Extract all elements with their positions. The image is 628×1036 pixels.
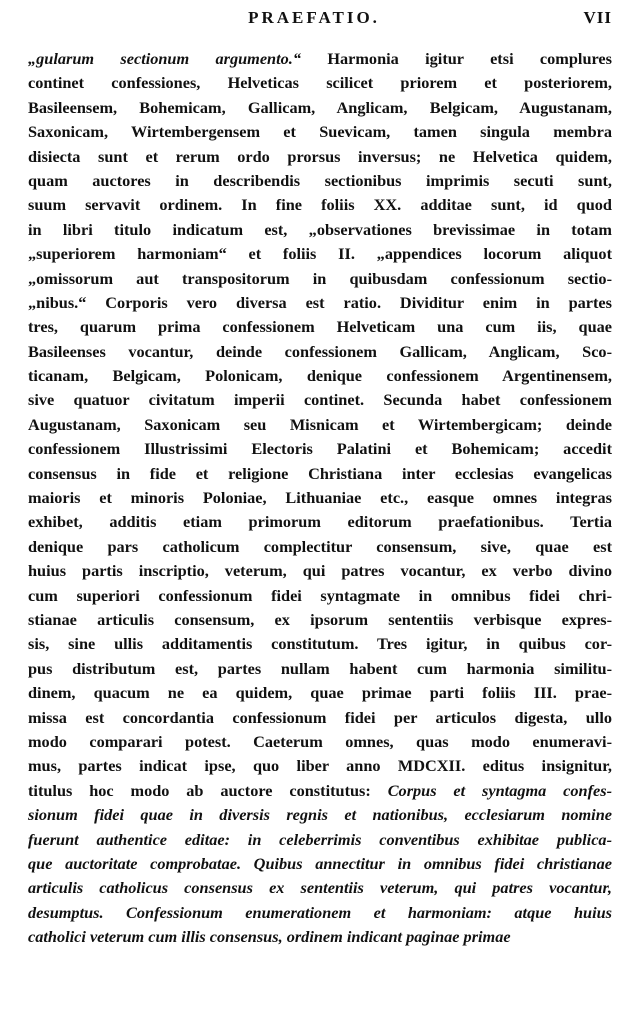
text-line [28, 510, 612, 534]
text-line [28, 242, 612, 266]
italic-text-segment: que auctoritate comprobatae. Quibus annectitur in omnibus fidei christianae [28, 853, 612, 873]
text-line [28, 486, 612, 510]
text-line [28, 584, 612, 608]
text-line [28, 267, 612, 291]
page-number: VII [583, 8, 612, 27]
text-segment: Basileensem, Bohemicam, Gallicam, Anglicam, Belgicam, Augustanam, [28, 97, 612, 117]
text-segment: Augustanam, Saxonicam seu Misnicam et Wirtembergicam; deinde [28, 414, 612, 434]
text-line [28, 169, 612, 193]
text-line [28, 145, 612, 169]
text-line [28, 71, 612, 95]
text-line [28, 803, 612, 827]
text-segment: stianae articulis consensum, ex ipsorum sententiis verbisque expres- [28, 609, 612, 629]
text-segment: confessionem Illustrissimi Electoris Palatini et Bohemicam; accedit [28, 439, 612, 459]
text-line [28, 876, 612, 900]
text-segment: „superiorem harmoniam“ et foliis II. „appendices locorum aliquot [28, 244, 612, 264]
text-line [28, 901, 612, 925]
text-segment: quam auctores in describendis sectionibus imprimis secuti sunt, [28, 170, 612, 190]
text-line [28, 754, 612, 778]
text-segment: sive quatuor civitatum imperii continet. Secunda habet confessionem [28, 390, 612, 410]
italic-text-segment: catholici veterum cum illis consensus, ordinem indicant paginae primae [28, 927, 511, 947]
text-segment: in libri titulo indicatum est, „observationes brevissimae in totam [28, 219, 612, 239]
text-line [28, 657, 612, 681]
text-line [28, 413, 612, 437]
text-segment: Saxonicam, Wirtembergensem et Suevicam, tamen singula membra [28, 122, 612, 142]
text-line [28, 364, 612, 388]
text-line [28, 608, 612, 632]
text-line [28, 559, 612, 583]
text-segment: maioris et minoris Poloniae, Lithuaniae etc., easque omnes integras [28, 488, 612, 508]
text-segment: sis, sine ullis additamentis constitutum. Tres igitur, in quibus cor- [28, 634, 612, 654]
italic-text-segment: fuerunt authentice editae: in celeberrimis conventibus exhibitae publica- [28, 829, 612, 849]
italic-text-segment: articulis catholicus consensus ex sententiis veterum, qui patres vocantur, [28, 878, 612, 898]
text-line [28, 47, 612, 71]
text-line [28, 291, 612, 315]
text-line [28, 828, 612, 852]
text-segment: exhibet, additis etiam primorum editorum praefationibus. Tertia [28, 512, 612, 532]
text-line [28, 632, 612, 656]
text-segment: Harmonia igitur etsi complures [301, 49, 612, 68]
text-line [28, 437, 612, 461]
text-segment: ticanam, Belgicam, Polonicam, denique confessionem Argentinensem, [28, 366, 612, 386]
text-line [28, 706, 612, 730]
running-title: PRAEFATIO. [248, 8, 380, 27]
text-segment: „omissorum aut transpositorum in quibusdam confessionum sectio- [28, 268, 612, 288]
page-header [0, 8, 628, 32]
italic-text-segment: sionum fidei quae in diversis regnis et nationibus, ecclesiarum nomine [28, 805, 612, 825]
text-segment: pus distributum est, partes nullam habent cum harmonia similitu- [28, 658, 612, 678]
text-line [28, 120, 612, 144]
text-line [28, 681, 612, 705]
text-line [28, 730, 612, 754]
italic-text-segment: „gularum sectionum argumento.“ [28, 49, 301, 68]
text-segment: Basileenses vocantur, deinde confessionem Gallicam, Anglicam, Sco- [28, 341, 612, 361]
text-line [28, 315, 612, 339]
italic-text-segment: Confessionum enumerationem et harmoniam: atque huius [126, 902, 612, 922]
text-line [28, 340, 612, 364]
text-segment: modo comparari potest. Caeterum omnes, quas modo enumeravi- [28, 731, 612, 751]
text-segment: denique pars catholicum complectitur consensum, sive, quae est [28, 536, 612, 556]
text-line [28, 779, 612, 803]
text-line [28, 925, 612, 949]
text-segment: huius partis inscriptio, veterum, qui patres vocantur, ex verbo divino [28, 561, 612, 581]
text-line [28, 462, 612, 486]
text-segment: suum servavit ordinem. In fine foliis XX. additae sunt, id quod [28, 195, 612, 215]
body-text [28, 47, 612, 949]
text-segment: disiecta sunt et rerum ordo prorsus inversus; ne Helvetica quidem, [28, 146, 612, 166]
text-segment: titulus hoc modo ab auctore constitutus: [28, 780, 388, 800]
text-line [28, 852, 612, 876]
italic-text-segment: Corpus et syntagma confes- [387, 780, 612, 800]
text-line [28, 218, 612, 242]
text-segment: missa est concordantia confessionum fidei per articulos digesta, ullo [28, 707, 612, 727]
text-segment: tres, quarum prima confessionem Helveticam una cum iis, quae [28, 317, 612, 337]
italic-text-segment: desumptus. [28, 902, 104, 922]
text-segment: „nibus.“ Corporis vero diversa est ratio. Dividitur enim in partes [28, 292, 612, 312]
text-segment: dinem, quacum ne ea quidem, quae primae parti foliis III. prae- [28, 683, 612, 703]
text-line [28, 96, 612, 120]
text-segment [104, 903, 126, 922]
text-segment: mus, partes indicat ipse, quo liber anno MDCXII. editus insignitur, [28, 756, 612, 776]
text-segment: continet confessiones, Helveticas scilicet priorem et posteriorem, [28, 73, 612, 93]
text-segment: cum superiori confessionum fidei syntagmate in omnibus fidei chri- [28, 585, 612, 605]
text-line [28, 388, 612, 412]
text-line [28, 535, 612, 559]
text-segment: consensus in fide et religione Christiana inter ecclesias evangelicas [28, 463, 612, 483]
text-line [28, 193, 612, 217]
